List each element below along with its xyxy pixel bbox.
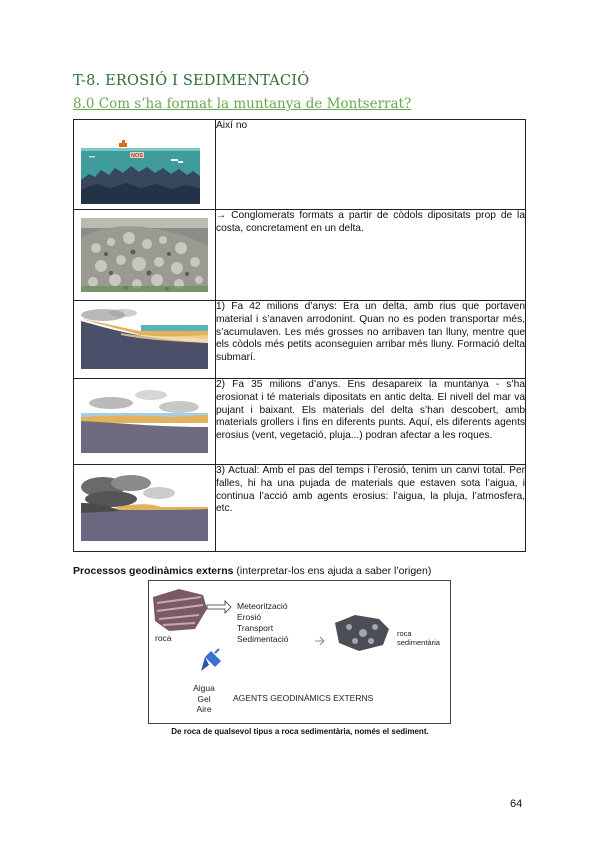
process-sedimentation: Sedimentació bbox=[237, 634, 289, 644]
page-title: T-8. EROSIÓ I SEDIMENTACIÓ bbox=[73, 73, 310, 89]
sedimentary-rock-label-1: roca bbox=[397, 629, 412, 638]
geodynamic-diagram bbox=[148, 580, 451, 724]
row-text: Així no bbox=[216, 120, 526, 210]
section-heading bbox=[73, 565, 431, 577]
row-text: 3) Actual: Amb el pas del temps i l’erosió, tenim un canvi total. Per falles, hi ha una pujada de materials que estaven sota l’aigua, i continua l’acció amb agents erosius: l’aigua, la pluja, l’atmosfera, etc. bbox=[216, 465, 526, 552]
process-transport: Transport bbox=[237, 623, 274, 633]
table-row bbox=[74, 120, 526, 210]
row-text: → Conglomerats formats a partir de còdols dipositats prop de la costa, concretament en un delta. bbox=[216, 210, 526, 301]
sea-level-illustration bbox=[81, 128, 200, 204]
agents-title: AGENTS GEODINÀMICS EXTERNS bbox=[233, 693, 374, 703]
table-row bbox=[74, 301, 526, 379]
agent-water: Aigua bbox=[193, 683, 215, 693]
section-heading-bold: Processos geodinàmics externs bbox=[73, 565, 234, 577]
row-text: 2) Fa 35 milions d’anys. Ens desapareix la muntanya - s’ha erosionat i té materials dipositats en antic delta. El nivell del mar va pujant i baixant. Els materials del delta s’han descobert, amb materials grollers i fins en diferents punts. Aquí, els diferents agents erosius (vent, vegetació, pluja...) podran afectar a les roques. bbox=[216, 379, 526, 465]
image-cell bbox=[74, 301, 216, 379]
sedimentary-rock-label bbox=[397, 629, 440, 647]
figure-caption: De roca de qualsevol tipus a roca sedimentària, només el sediment. bbox=[171, 727, 429, 736]
image-cell bbox=[74, 210, 216, 301]
process-meteorization: Meteorització bbox=[237, 601, 288, 611]
delta-stage-2-illustration bbox=[81, 387, 208, 453]
image-cell bbox=[74, 465, 216, 552]
no-badge: NOS bbox=[131, 153, 143, 159]
rock-label: roca bbox=[155, 633, 172, 643]
section-subtitle: 8.0 Com s’ha format la muntanya de Montserrat? bbox=[73, 96, 412, 112]
conglomerate-photo bbox=[81, 218, 208, 292]
process-erosion: Erosió bbox=[237, 612, 262, 622]
agent-ice: Gel bbox=[197, 693, 211, 704]
delta-stage-1-illustration bbox=[81, 309, 208, 369]
table-row bbox=[74, 379, 526, 465]
table-row bbox=[74, 210, 526, 301]
image-cell bbox=[74, 379, 216, 465]
page-number: 64 bbox=[510, 798, 523, 810]
formation-table bbox=[73, 119, 526, 552]
section-heading-rest: (interpretar-los ens ajuda a saber l’origen) bbox=[233, 565, 432, 577]
agents-list bbox=[189, 683, 219, 715]
delta-stage-3-illustration bbox=[81, 473, 208, 541]
row-text: 1) Fa 42 milions d’anys: Era un delta, amb rius que portaven material i s’anaven arrodonint. Quan no es poden transportar més, s’acumulaven. Les més grosses no arribaven tan lluny, mentre que els còdols més petits aconseguien arribar més lluny. Formació delta submarí. bbox=[216, 301, 526, 379]
table-row bbox=[74, 465, 526, 552]
image-cell bbox=[74, 120, 216, 210]
sedimentary-rock-label-2: sedimentària bbox=[397, 638, 440, 647]
agent-air: Aire bbox=[196, 704, 212, 714]
